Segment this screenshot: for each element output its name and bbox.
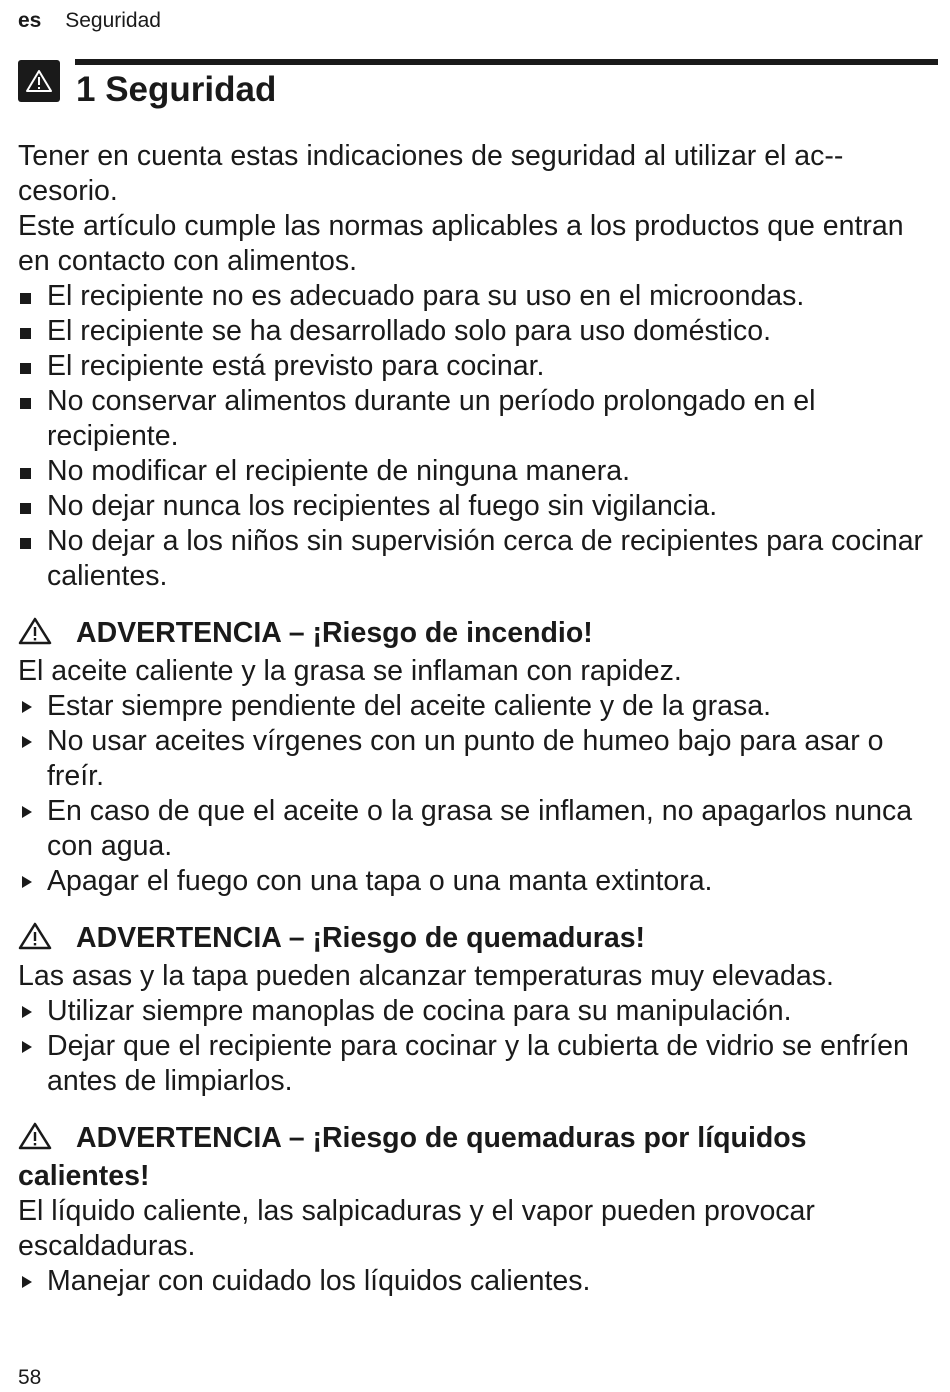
header-section: Seguridad xyxy=(65,9,161,32)
warning-triangle-icon xyxy=(18,922,58,959)
warning-heading: ADVERTENCIA – ¡Riesgo de quemaduras! xyxy=(76,922,646,954)
list-item: Utilizar siempre manoplas de cocina para su manipulación. xyxy=(18,994,930,1029)
page-header xyxy=(18,9,161,33)
intro-paragraph: Este artículo cumple las normas aplicables a los productos que entran en contacto con alimentos. xyxy=(18,210,904,277)
warning-text: El líquido caliente, las salpicaduras y el vapor pueden provocar escaldaduras. xyxy=(18,1195,815,1262)
list-item: No modificar el recipiente de ninguna manera. xyxy=(18,454,930,489)
page-title: 1 Seguridad xyxy=(76,70,277,109)
list-item: No dejar a los niños sin supervisión cerca de recipientes para cocinar calientes. xyxy=(18,524,930,594)
list-item: Manejar con cuidado los líquidos calientes. xyxy=(18,1264,930,1299)
step-list xyxy=(18,689,930,899)
warning-fire xyxy=(18,616,930,899)
content xyxy=(18,139,930,1299)
list-item: Apagar el fuego con una tapa o una manta extintora. xyxy=(18,864,930,899)
warning-triangle-icon xyxy=(18,617,58,654)
step-list xyxy=(18,994,930,1099)
warning-burns xyxy=(18,921,930,1099)
warning-heading: ADVERTENCIA – ¡Riesgo de quemaduras por líquidos calientes! xyxy=(18,1122,807,1192)
warning-text: Las asas y la tapa pueden alcanzar temperaturas muy elevadas. xyxy=(18,960,834,992)
list-item: Dejar que el recipiente para cocinar y la cubierta de vidrio se enfríen antes de limpiarlos. xyxy=(18,1029,930,1099)
warning-box-icon xyxy=(18,60,60,102)
warning-text: El aceite caliente y la grasa se inflaman con rapidez. xyxy=(18,655,682,687)
warning-hot-liquids xyxy=(18,1121,930,1299)
list-item: El recipiente no es adecuado para su uso en el microondas. xyxy=(18,279,930,314)
step-list xyxy=(18,1264,930,1299)
list-item: No usar aceites vírgenes con un punto de humeo bajo para asar o freír. xyxy=(18,724,930,794)
list-item: No conservar alimentos durante un período prolongado en el recipiente. xyxy=(18,384,930,454)
list-item: En caso de que el aceite o la grasa se inflamen, no apagarlos nunca con agua. xyxy=(18,794,930,864)
warning-heading: ADVERTENCIA – ¡Riesgo de incendio! xyxy=(76,617,593,649)
list-item: El recipiente está previsto para cocinar. xyxy=(18,349,930,384)
safety-list xyxy=(18,279,930,594)
list-item: El recipiente se ha desarrollado solo para uso doméstico. xyxy=(18,314,930,349)
list-item: No dejar nunca los recipientes al fuego sin vigilancia. xyxy=(18,489,930,524)
intro-paragraph: Tener en cuenta estas indicaciones de seguridad al utilizar el ac-cesorio. xyxy=(18,140,844,207)
warning-triangle-icon xyxy=(18,1122,58,1159)
page-number: 58 xyxy=(18,1366,42,1389)
list-item: Estar siempre pendiente del aceite caliente y de la grasa. xyxy=(18,689,930,724)
title-rule xyxy=(75,59,938,65)
language-code: es xyxy=(18,9,42,32)
